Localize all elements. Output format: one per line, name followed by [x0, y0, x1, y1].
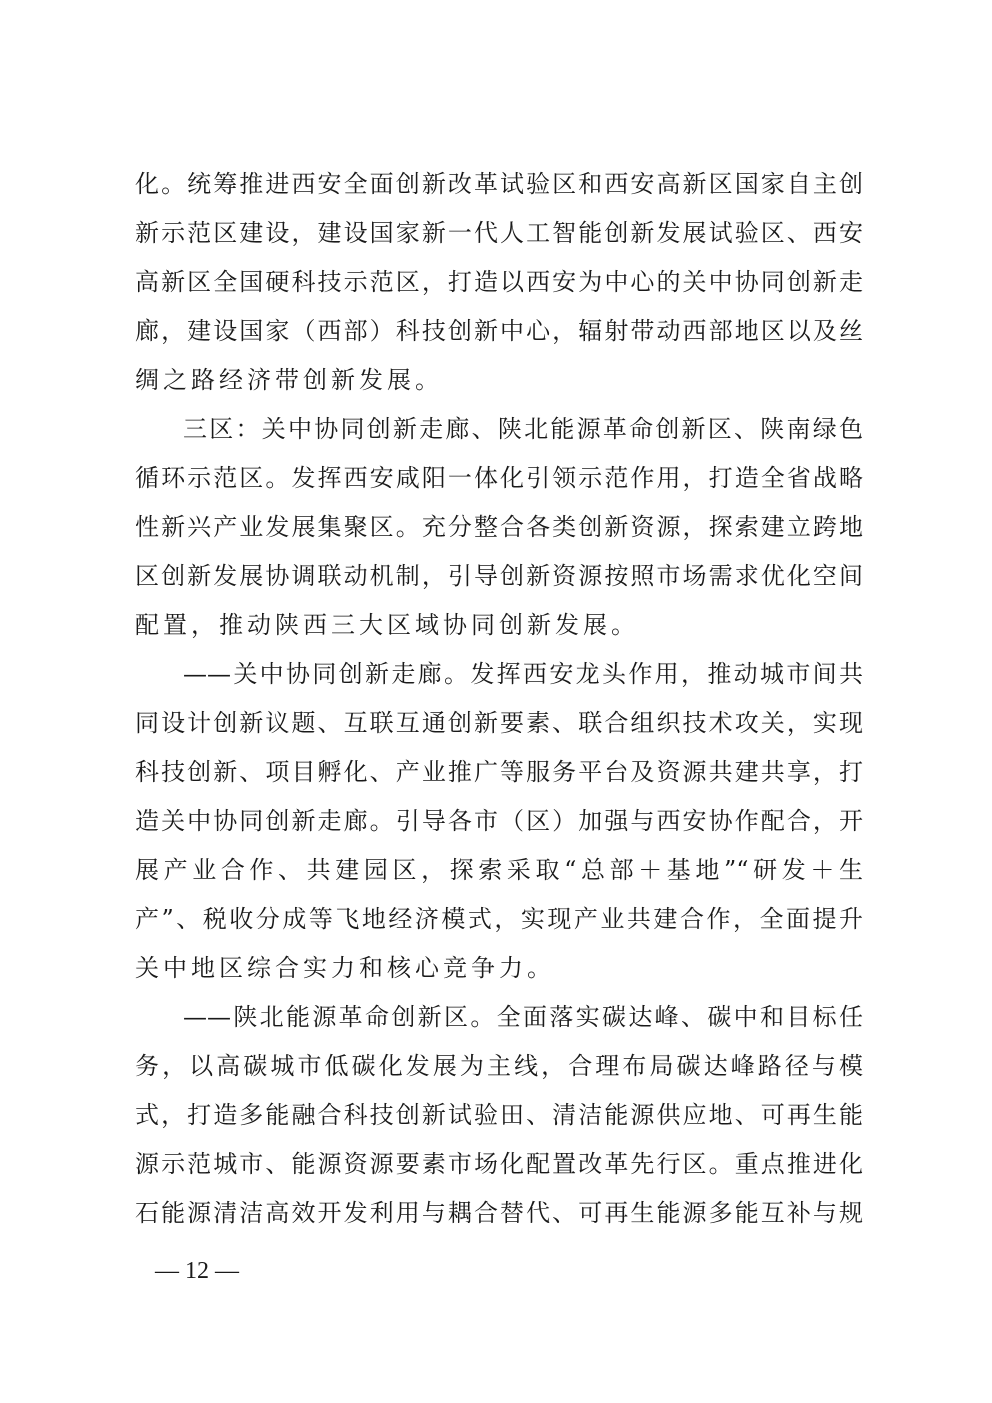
text-line: 务，以高碳城市低碳化发展为主线，合理布局碳达峰路径与模 — [135, 1052, 863, 1080]
text-line: 科技创新、项目孵化、产业推广等服务平台及资源共建共享，打 — [135, 758, 863, 786]
text-line: ——陕北能源革命创新区。全面落实碳达峰、碳中和目标任 — [183, 1003, 863, 1031]
text-line: 绸之路经济带创新发展。 — [135, 366, 443, 394]
text-line: ——关中协同创新走廊。发挥西安龙头作用，推动城市间共 — [183, 660, 863, 688]
text-line: 源示范城市、能源资源要素市场化配置改革先行区。重点推进化 — [135, 1150, 863, 1178]
text-line: 产”、税收分成等飞地经济模式，实现产业共建合作，全面提升 — [135, 905, 863, 933]
text-line: 新示范区建设，建设国家新一代人工智能创新发展试验区、西安 — [135, 219, 863, 247]
text-line: 关中地区综合实力和核心竞争力。 — [135, 954, 555, 982]
text-line: 配置，推动陕西三大区域协同创新发展。 — [135, 611, 639, 639]
text-line: 高新区全国硬科技示范区，打造以西安为中心的关中协同创新走 — [135, 268, 863, 296]
text-line: 同设计创新议题、互联互通创新要素、联合组织技术攻关，实现 — [135, 709, 863, 737]
text-line: 区创新发展协调联动机制，引导创新资源按照市场需求优化空间 — [135, 562, 863, 590]
page-number: — 12 — — [155, 1258, 239, 1284]
text-line: 循环示范区。发挥西安咸阳一体化引领示范作用，打造全省战略 — [135, 464, 863, 492]
text-line: 展产业合作、共建园区，探索采取“总部＋基地”“研发＋生 — [135, 856, 863, 884]
text-line: 廊，建设国家（西部）科技创新中心，辐射带动西部地区以及丝 — [135, 317, 863, 345]
text-line: 式，打造多能融合科技创新试验田、清洁能源供应地、可再生能 — [135, 1101, 863, 1129]
text-line: 三区：关中协同创新走廊、陕北能源革命创新区、陕南绿色 — [183, 415, 863, 443]
text-line: 石能源清洁高效开发利用与耦合替代、可再生能源多能互补与规 — [135, 1199, 863, 1227]
body-text — [135, 160, 863, 1238]
text-line: 性新兴产业发展集聚区。充分整合各类创新资源，探索建立跨地 — [135, 513, 863, 541]
text-line: 化。统筹推进西安全面创新改革试验区和西安高新区国家自主创 — [135, 170, 863, 198]
text-line: 造关中协同创新走廊。引导各市（区）加强与西安协作配合，开 — [135, 807, 863, 835]
